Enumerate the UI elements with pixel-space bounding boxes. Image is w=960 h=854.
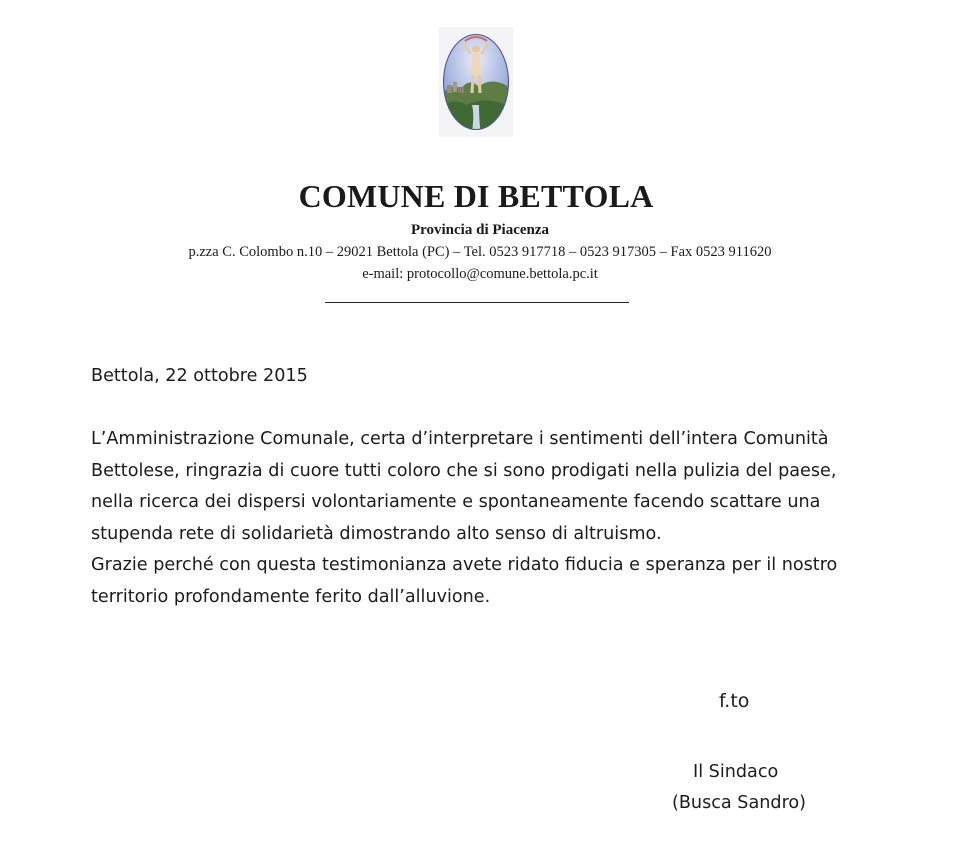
municipal-emblem-icon bbox=[439, 27, 513, 137]
letter-line: Bettolese, ringrazia di cuore tutti coloro che si sono prodigati nella pulizia del paese, bbox=[91, 460, 837, 481]
email-line: e-mail: protocollo@comune.bettola.pc.it bbox=[362, 266, 598, 282]
letter-line: nella ricerca dei dispersi volontariamente e spontaneamente facendo scattare una bbox=[91, 492, 821, 512]
letter-line: territorio profondamente ferito dall’alluvione. bbox=[91, 586, 491, 607]
signature-fto: f.to bbox=[719, 690, 750, 712]
letter-date: Bettola, 22 ottobre 2015 bbox=[91, 366, 308, 386]
page-title: COMUNE DI BETTOLA bbox=[298, 178, 654, 214]
signature-role: Il Sindaco bbox=[693, 762, 779, 782]
address-line: p.zza C. Colombo n.10 – 29021 Bettola (PC) – Tel. 0523 917718 – 0523 917305 – Fax 0523 911620 bbox=[188, 244, 772, 260]
letter-line: stupenda rete di solidarietà dimostrando alto senso di altruismo. bbox=[91, 523, 662, 544]
header-divider bbox=[325, 302, 629, 303]
province-heading: Provincia di Piacenza bbox=[410, 222, 550, 238]
letter-line: Grazie perché con questa testimonianza avete ridato fiducia e speranza per il nostro bbox=[91, 555, 838, 575]
signature-name: (Busca Sandro) bbox=[672, 793, 807, 813]
letter-line: L’Amministrazione Comunale, certa d’interpretare i sentimenti dell’intera Comunità bbox=[91, 429, 829, 449]
letter-body bbox=[91, 424, 837, 613]
